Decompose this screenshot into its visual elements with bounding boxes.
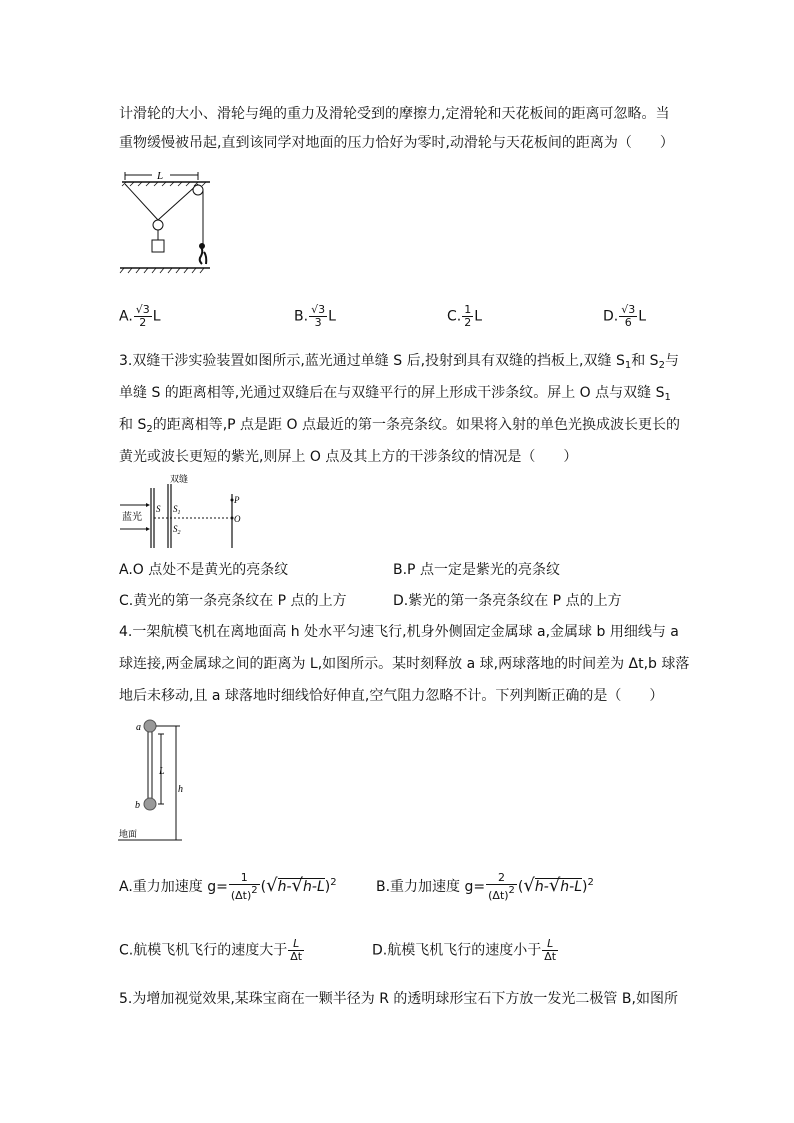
pulley-diagram	[118, 168, 218, 276]
slit-s-label: S	[156, 504, 161, 514]
fraction: $\frac{L}{\Delta t}$	[544, 937, 557, 963]
fraction: $\frac{√3}{2}$	[135, 303, 150, 329]
q4-option-c[interactable]: C.航模飞机飞行的速度大于 $\frac{L}{\Delta t}$	[119, 937, 303, 963]
length-l-label: L	[159, 766, 165, 777]
q3-option-b[interactable]: B.P 点一定是紫光的亮条纹	[393, 562, 560, 578]
fraction: $\frac{2}{(\Delta t)2}$	[488, 871, 515, 902]
fraction: $\frac{√3}{6}$	[621, 303, 636, 329]
q3-option-d[interactable]: D.紫光的第一条亮条纹在 P 点的上方	[393, 593, 622, 609]
falling-balls-diagram	[118, 716, 198, 844]
q3-text-line1: 3.双缝干涉实验装置如图所示,蓝光通过单缝 S 后,投射到具有双缝的挡板上,双缝 $S_1$和 $S_2$与	[119, 353, 679, 371]
q2-option-d[interactable]: D. $\frac{√3}{6}$ L	[603, 303, 647, 329]
blue-light-label: 蓝光	[122, 512, 142, 523]
q3-option-a[interactable]: A.O 点处不是黄光的亮条纹	[119, 562, 289, 578]
q4-option-a[interactable]: A.重力加速度 g= $\frac{1}{(\Delta t)2}$ $(√h-√h-L)^2$	[119, 871, 337, 902]
slit-s1-label: $S_1$	[173, 504, 181, 516]
ball-b-label: b	[135, 800, 140, 811]
q3-text-line2: 单缝 S 的距离相等,光通过双缝后在与双缝平行的屏上形成干涉条纹。屏上 O 点与双缝 $S_1$	[119, 385, 671, 403]
q4-option-d[interactable]: D.航模飞机飞行的速度小于 $\frac{L}{\Delta t}$	[372, 937, 557, 963]
q5-text-line1: 5.为增加视觉效果,某珠宝商在一颗半径为 R 的透明球形宝石下方放一发光二极管 B,如图所	[119, 991, 678, 1007]
double-slit-diagram	[118, 472, 248, 554]
q2-text-line2: 重物缓慢被吊起,直到该同学对地面的压力恰好为零时,动滑轮与天花板间的距离为（ ）	[119, 135, 674, 151]
point-p-label: P	[234, 495, 240, 505]
ground-label: 地面	[119, 829, 138, 839]
q3-option-c[interactable]: C.黄光的第一条亮条纹在 P 点的上方	[119, 593, 347, 609]
q2-option-a[interactable]: A. $\frac{√3}{2}$ L	[119, 303, 161, 329]
q4-text-line1: 4.一架航模飞机在离地面高 h 处水平匀速飞行,机身外侧固定金属球 a,金属球 b 用细线与 a	[119, 624, 679, 640]
slit-s2-label: $S_2$	[173, 524, 181, 536]
q4-text-line2: 球连接,两金属球之间的距离为 L,如图所示。某时刻释放 a 球,两球落地的时间差为 Δt,b 球落	[119, 656, 690, 672]
point-o-label: O	[234, 514, 241, 524]
fraction: $\frac{L}{\Delta t}$	[290, 937, 303, 963]
q4-option-b[interactable]: B.重力加速度 g= $\frac{2}{(\Delta t)2}$ $(√h-√h-L)^2$	[376, 871, 594, 902]
fraction: $\frac{√3}{3}$	[311, 303, 326, 329]
length-label: L	[157, 170, 164, 182]
ball-a-label: a	[136, 722, 141, 733]
q2-text-line1: 计滑轮的大小、滑轮与绳的重力及滑轮受到的摩擦力,定滑轮和天花板间的距离可忽略。当	[119, 106, 670, 122]
height-h-label: h	[178, 784, 183, 795]
double-slit-title: 双缝	[170, 474, 189, 484]
q2-option-c[interactable]: C. $\frac{1}{2}$ L	[447, 303, 483, 329]
q2-option-b[interactable]: B. $\frac{√3}{3}$ L	[294, 303, 336, 329]
q4-text-line3: 地后未移动,且 a 球落地时细线恰好伸直,空气阻力忽略不计。下列判断正确的是（ ）	[119, 688, 664, 704]
q3-text-line3: 和 $S_2$的距离相等,P 点是距 O 点最近的第一条亮条纹。如果将入射的单色光换成波长更长的	[119, 417, 680, 435]
q3-text-line4: 黄光或波长更短的紫光,则屏上 O 点及其上方的干涉条纹的情况是（ ）	[119, 449, 578, 465]
fraction: $\frac{1}{(\Delta t)2}$	[230, 871, 258, 902]
fraction: $\frac{1}{2}$	[464, 303, 472, 329]
